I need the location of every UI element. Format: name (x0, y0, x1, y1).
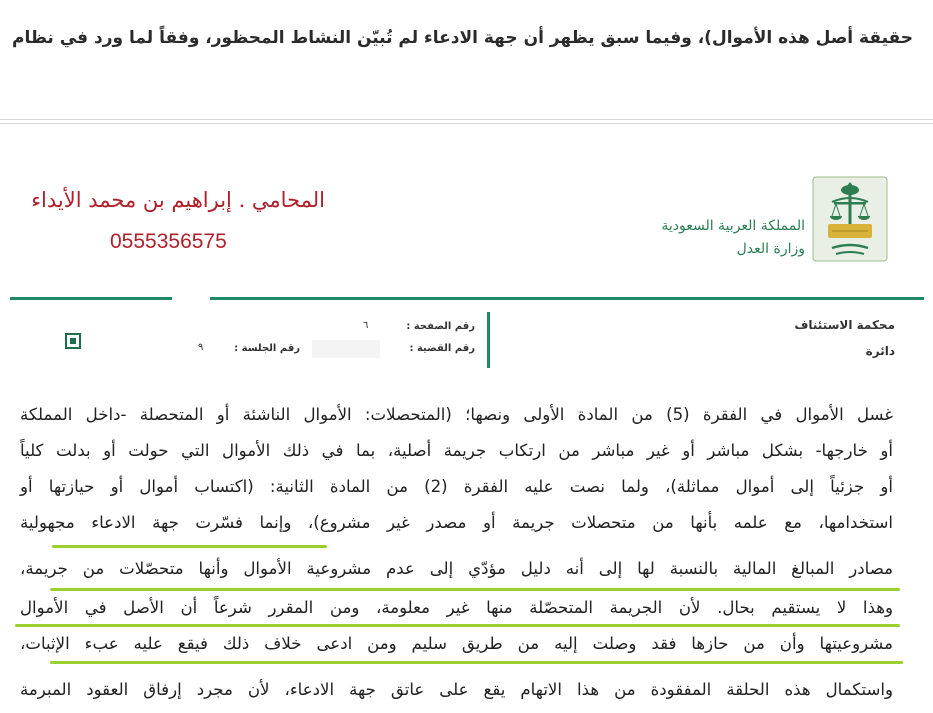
ministry-of-justice-logo (812, 176, 888, 262)
body-text-line: مشروعيتها وأن من حازها فقد وصلت إليه من طريق سليم ومن ادعى خلاف ذلك فيقع عليه عبء الإثبات، (20, 634, 893, 653)
header-rule-left (10, 297, 172, 300)
body-text-line: استخدامها، مع علمه بأنها من متحصلات جريمة أو مصدر غير مشروع)، وإنما فسّرت جهة الادعاء مجهولية (20, 513, 893, 532)
page-separator (0, 119, 933, 120)
body-text-line: مصادر المبالغ المالية بالنسبة لها إلى أنه دليل مؤدّي إلى عدم مشروعية الأموال وأنها متحصّلات من جريمة، (20, 559, 893, 578)
session-number-value: ٩ (198, 342, 204, 353)
body-text-line: أو خارجها- بشكل مباشر أو غير مباشر من ارتكاب جريمة أصلية، بما في ذلك الأموال التي حولت أو بدلت كلياً (20, 441, 893, 460)
page-number-value: ٦ (363, 320, 369, 331)
lawyer-name-watermark: المحامي . إبراهيم بن محمد الأيداء (31, 188, 325, 212)
highlight-underline (52, 545, 327, 548)
circuit-label: دائرة (865, 344, 895, 358)
ministry-name: وزارة العدل (736, 241, 805, 257)
highlight-underline (50, 661, 903, 664)
highlight-underline (15, 624, 900, 627)
court-name: محكمة الاستئناف (794, 318, 895, 332)
page-number-label: رقم الصفحة : (406, 321, 475, 332)
header-divider (487, 312, 490, 368)
qr-code-icon (65, 333, 81, 349)
kingdom-name: المملكة العربية السعودية (661, 218, 805, 234)
body-text-line: أو جزئياً إلى أموال مماثلة)، ولما نصت عليه الفقرة (2) من المادة الثانية: (اكتساب أموال أو حيازتها أو (20, 477, 894, 496)
session-number-label: رقم الجلسة : (234, 343, 300, 354)
body-text-line: وهذا لا يستقيم بحال. لأن الجريمة المتحصّلة منها غير معلومة، ومن المقرر شرعاً أن الأصل في الأموال (20, 598, 893, 617)
header-rule-right (210, 297, 924, 300)
page-separator (0, 123, 933, 124)
highlight-underline (50, 588, 900, 591)
body-text-line: واستكمال هذه الحلقة المفقودة من هذا الاتهام يقع على عاتق جهة الادعاء، لأن مجرد إرفاق العقود المبرمة (20, 680, 893, 699)
body-text-line: غسل الأموال في الفقرة (5) من المادة الأولى ونصها؛ (المتحصلات: الأموال الناشئة أو المتحصلة -داخل المملكة (20, 405, 894, 424)
case-number-redacted (312, 340, 380, 358)
case-number-label: رقم القضية : (409, 343, 475, 354)
lawyer-phone-watermark: 0555356575 (110, 230, 227, 253)
top-excerpt-line: حقيقة أصل هذه الأموال)، وفيما سبق يظهر أن جهة الادعاء لم تُبيّن النشاط المحظور، وفقاً لما ورد في نظام (12, 28, 913, 48)
